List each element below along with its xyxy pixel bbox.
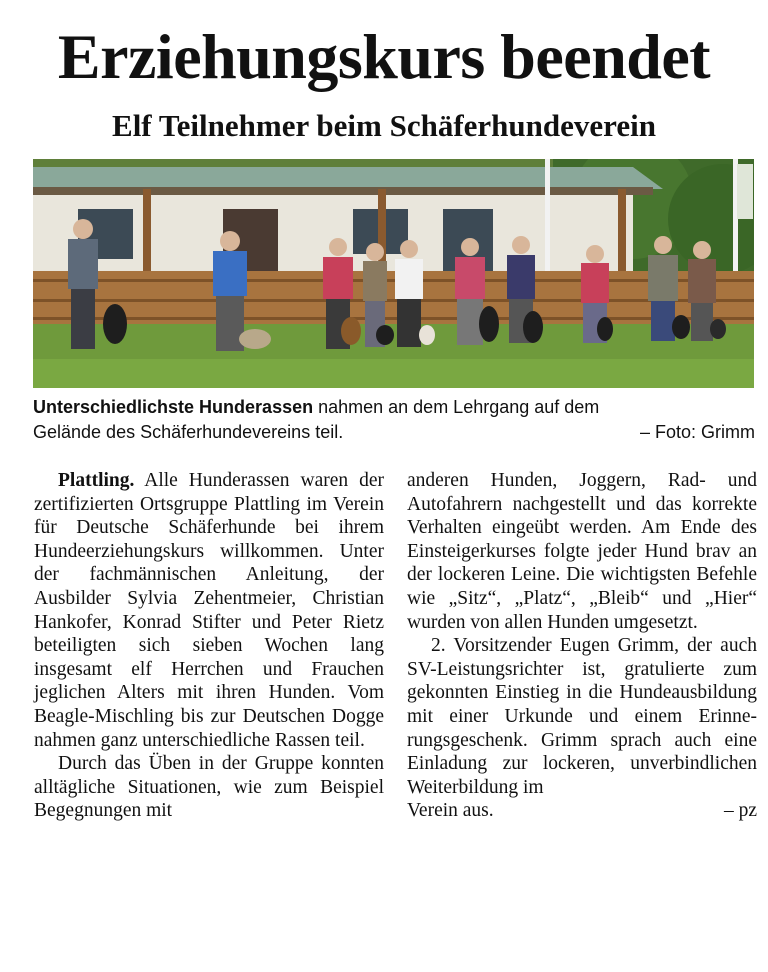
caption-text-2: Gelände des Schäferhundevereins teil. (33, 422, 344, 442)
paragraph-1-text: Alle Hunderassen waren der zertifizierten Ortsgruppe Plattling im Verein für Deutsche Schäferhunde bei ihrem Hundeerziehungskurs willkommen. Unter der fachmännischen Anleitung, der Ausbilder Sylvia Zehentmeier, Christian Hankofer, Konrad Stifter und Peter Rietz beteiligten sich sieben Wochen lang insgesamt elf Herrchen und Frauchen jeglichen Alters mit ihren Hunden. Vom Beagle-Mischling bis zur Deutschen Dogge nahmen ganz unterschiedliche Rassen teil. (34, 470, 384, 751)
paragraph-2-part: Durch das Üben in der Gruppe konnten alltägliche Situationen, wie zum Beispiel Begegnungen mit (34, 753, 384, 822)
subheadline: Elf Teilnehmer beim Schäferhundeverein (112, 108, 656, 143)
caption-line-2 (33, 420, 755, 445)
paragraph-1 (34, 469, 384, 752)
dateline: Plattling. (58, 470, 135, 491)
photo-caption (33, 395, 755, 445)
caption-text-1: nahmen an dem Lehrgang auf dem (313, 397, 600, 417)
author-signature: – pz (723, 800, 757, 822)
signature-line (407, 799, 757, 823)
photo-illustration (33, 159, 754, 388)
caption-lead: Unterschiedlichste Hunderassen (33, 397, 314, 417)
article-photo (33, 159, 754, 388)
article-column-right (407, 469, 757, 823)
article-column-left (34, 469, 384, 823)
caption-line-1 (33, 395, 755, 420)
paragraph-3: 2. Vorsitzender Eugen Grimm, der auch SV-Leistungsrichter ist, gratulierte zum gekonnten Einstieg in die Hundeausbildung mit einer Urkunde und einem Erinnerungsgeschenk. Grimm sprach auch eine Einladung zur lockeren, unverbindlichen Weiterbildung im (407, 635, 757, 798)
paragraph-3-end: Verein aus. (407, 800, 494, 822)
paragraph-2-continued: anderen Hunden, Joggern, Rad- und Autofahrern nachgestellt und das korrekte Verhalten eingeübt werden. Am Ende des Einsteigerkurses folgte jeder Hund brav an der lockeren Leine. Die wichtigsten Befehle wie „Sitz“, „Platz“, „Bleib“ und „Hier“ wurden von allen Hunden umgesetzt. (407, 470, 757, 633)
headline: Erziehungskurs beendet (57, 21, 711, 92)
photo-credit: – Foto: Grimm (639, 422, 755, 442)
